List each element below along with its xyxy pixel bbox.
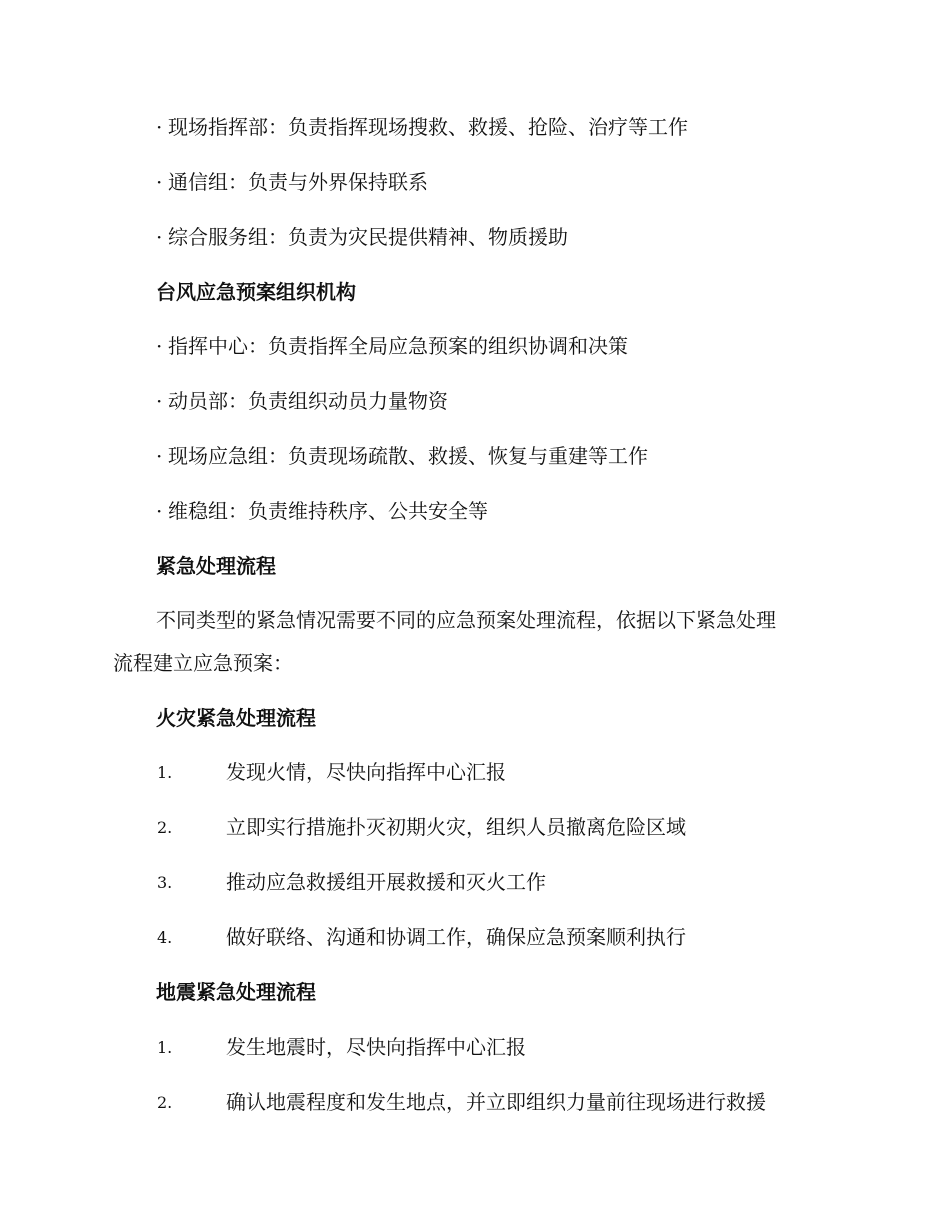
- step-number: 2.: [157, 818, 173, 837]
- step-text: 发生地震时，尽快向指挥中心汇报: [226, 1035, 526, 1059]
- section-heading: [0, 977, 950, 1007]
- bullet-marker: ·: [156, 499, 163, 523]
- paragraph-line: [0, 605, 950, 635]
- numbered-step: [0, 757, 950, 787]
- list-item: [0, 496, 950, 526]
- list-item-text: 指挥中心：负责指挥全局应急预案的组织协调和决策: [168, 334, 628, 358]
- list-item-text: 通信组：负责与外界保持联系: [168, 170, 428, 194]
- bullet-marker: ·: [156, 225, 163, 249]
- step-text: 立即实行措施扑灭初期火灾，组织人员撤离危险区域: [226, 815, 686, 839]
- bullet-marker: ·: [156, 389, 163, 413]
- section-heading-text: 地震紧急处理流程: [156, 980, 316, 1004]
- step-number: 2.: [157, 1093, 173, 1112]
- step-text: 推动应急救援组开展救援和灭火工作: [226, 870, 546, 894]
- list-item: [0, 112, 950, 142]
- list-item: [0, 222, 950, 252]
- list-item-text: 现场应急组：负责现场疏散、救援、恢复与重建等工作: [168, 444, 648, 468]
- section-heading-text: 台风应急预案组织机构: [156, 280, 356, 304]
- list-item-text: 维稳组：负责维持秩序、公共安全等: [168, 499, 488, 523]
- section-heading: [0, 551, 950, 581]
- bullet-marker: ·: [156, 444, 163, 468]
- step-number: 3.: [157, 873, 173, 892]
- list-item: [0, 167, 950, 197]
- list-item: [0, 441, 950, 471]
- step-text: 确认地震程度和发生地点，并立即组织力量前往现场进行救援: [226, 1090, 766, 1114]
- numbered-step: [0, 867, 950, 897]
- list-item-text: 现场指挥部：负责指挥现场搜救、救援、抢险、治疗等工作: [168, 115, 688, 139]
- numbered-step: [0, 812, 950, 842]
- section-heading: [0, 703, 950, 733]
- paragraph-line: [0, 648, 950, 678]
- bullet-marker: ·: [156, 115, 163, 139]
- step-text: 发现火情，尽快向指挥中心汇报: [226, 760, 506, 784]
- numbered-step: [0, 1087, 950, 1117]
- list-item-text: 综合服务组：负责为灾民提供精神、物质援助: [168, 225, 568, 249]
- step-text: 做好联络、沟通和协调工作，确保应急预案顺利执行: [226, 925, 686, 949]
- bullet-marker: ·: [156, 334, 163, 358]
- list-item-text: 动员部：负责组织动员力量物资: [168, 389, 448, 413]
- step-number: 1.: [157, 763, 173, 782]
- paragraph-text: 不同类型的紧急情况需要不同的应急预案处理流程，依据以下紧急处理: [156, 608, 776, 632]
- list-item: [0, 331, 950, 361]
- paragraph-text: 流程建立应急预案：: [113, 651, 293, 675]
- step-number: 4.: [157, 928, 173, 947]
- list-item: [0, 386, 950, 416]
- numbered-step: [0, 922, 950, 952]
- numbered-step: [0, 1032, 950, 1062]
- section-heading-text: 火灾紧急处理流程: [156, 706, 316, 730]
- step-number: 1.: [157, 1038, 173, 1057]
- section-heading-text: 紧急处理流程: [156, 554, 276, 578]
- bullet-marker: ·: [156, 170, 163, 194]
- section-heading: [0, 277, 950, 307]
